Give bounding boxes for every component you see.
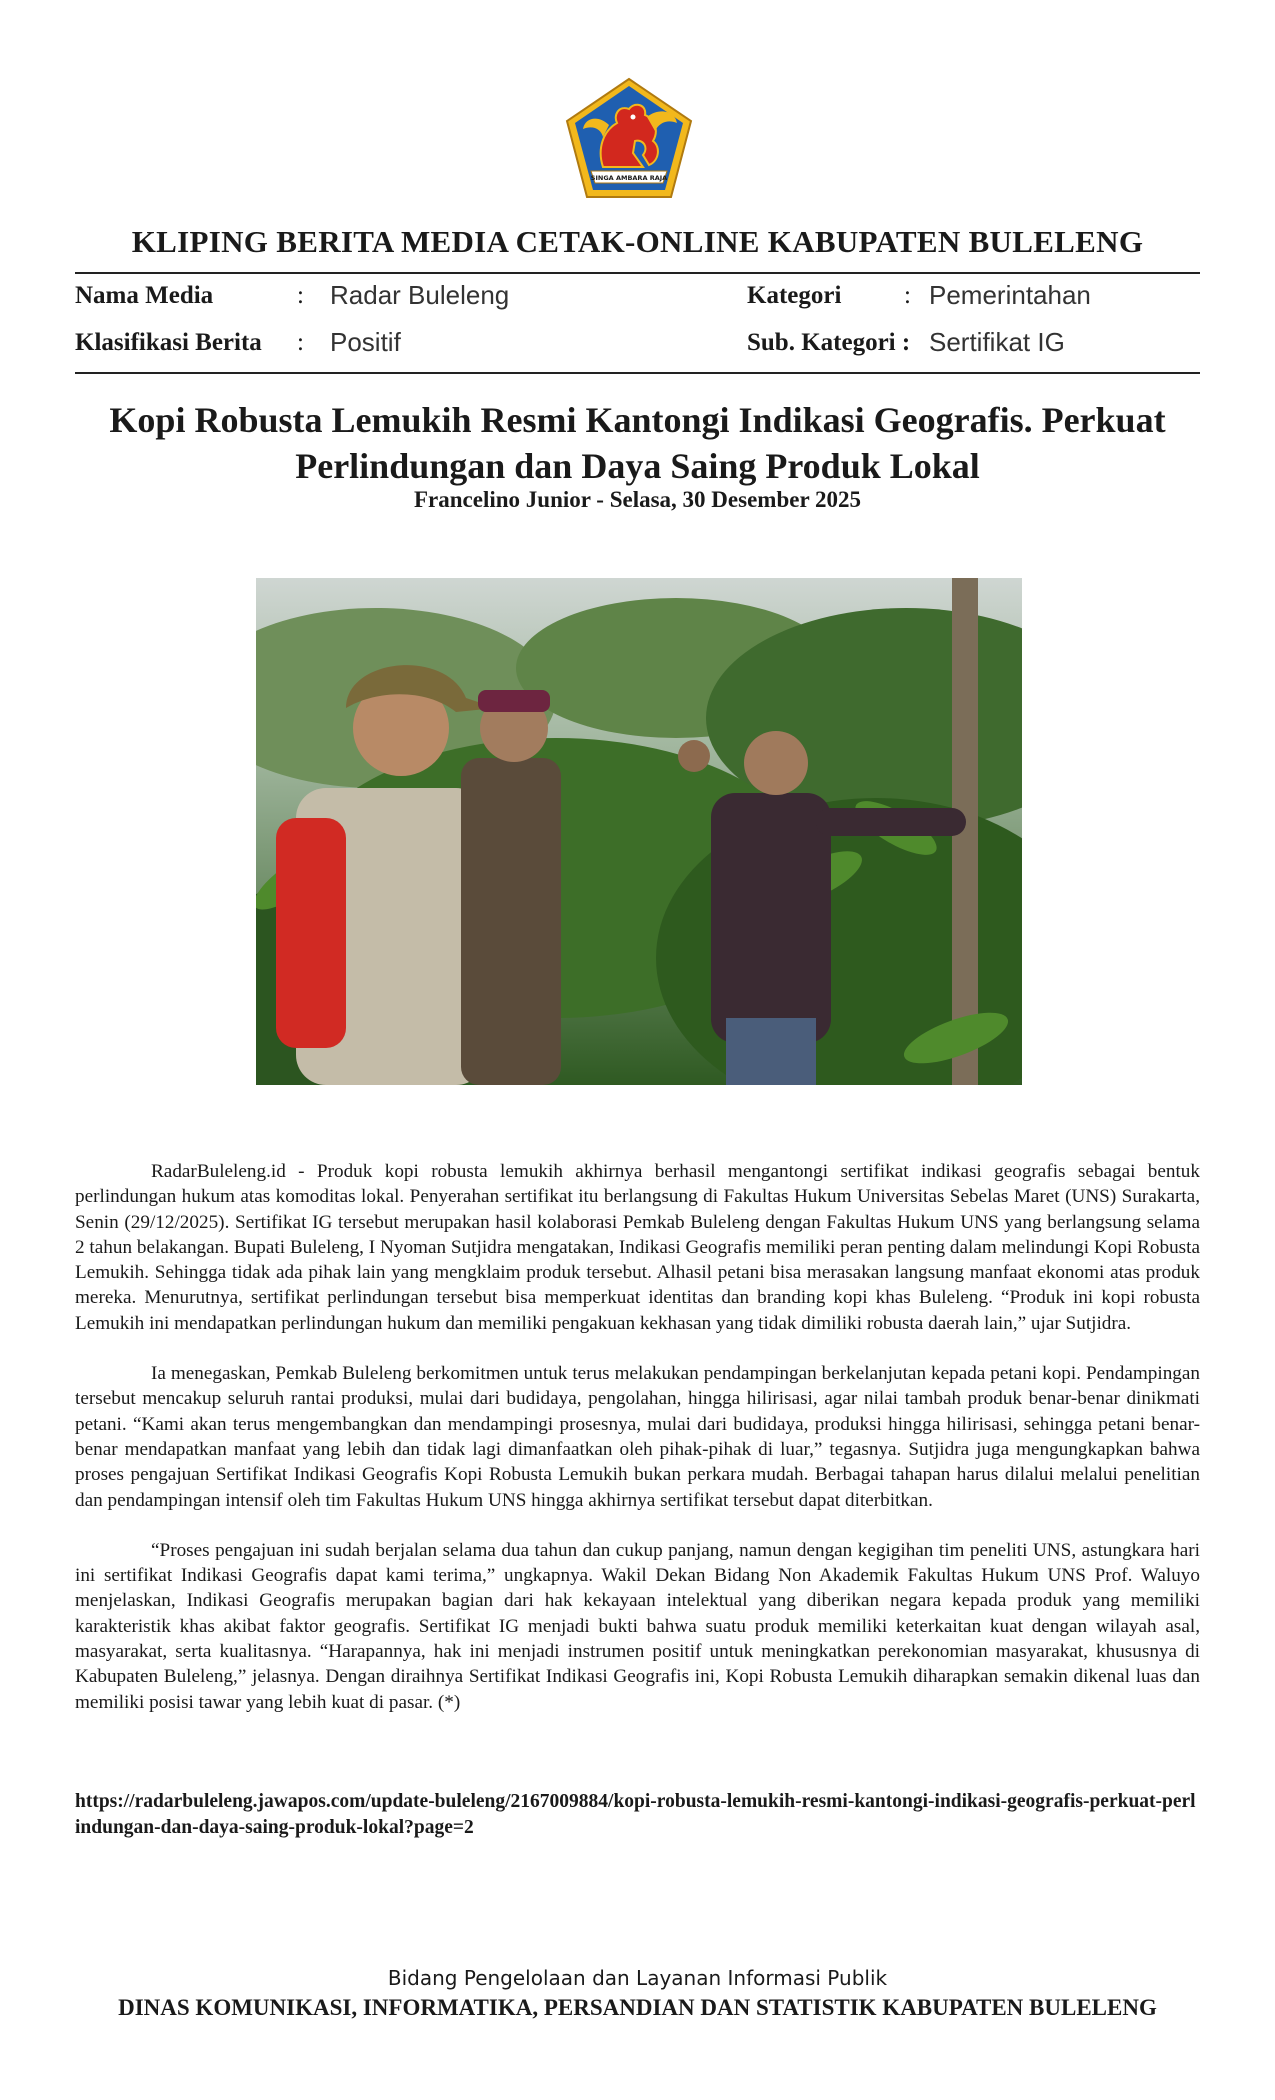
document-heading: KLIPING BERITA MEDIA CETAK-ONLINE KABUPATEN BULELENG [131,224,1144,259]
media-value: Radar Buleleng [330,280,510,310]
classification-colon: : [297,329,304,356]
article-paragraph-3: “Proses pengajuan ini sudah berjalan selama dua tahun dan cukup panjang, namun dengan kegigihan tim peneliti UNS, astungkara hari ini sertifikat Indikasi Geografis dapat kami terima,” ungkapnya. Wakil Dekan Bidang Non Akademik Fakultas Hukum UNS Prof. Waluyo menjelaskan, Indikasi Geografis merupakan bagian dari hak kekayaan intelektual yang diberikan negara kepada produk yang memiliki karakteristik khas akibat faktor geografis. Sertifikat IG menjadi bukti bahwa suatu produk memiliki keterkaitan kuat dengan wilayah asal, masyarakat, serta kualitasnya. “Harapannya, hak ini menjadi instrumen positif untuk meningkatkan perekonomian masyarakat, khususnya di Kabupaten Buleleng,” jelasnya. Dengan diraihnya Sertifikat Indikasi Geografis ini, Kopi Robusta Lemukih diharapkan semakin dikenal luas dan memiliki posisi tawar yang lebih kuat di pasar. (*) [75,1539,1200,1713]
article-photo [256,578,1022,1085]
article-paragraph-1: RadarBuleleng.id - Produk kopi robusta lemukih akhirnya berhasil mengantongi sertifikat indikasi geografis sebagai bentuk perlindungan hukum atas komoditas lokal. Penyerahan sertifikat itu berlangsung di Fakultas Hukum Universitas Sebelas Maret (UNS) Surakarta, Senin (29/12/2025). Sertifikat IG tersebut merupakan hasil kolaborasi Pemkab Buleleng dengan Fakultas Hukum UNS yang berlangsung selama 2 tahun belakangan. Bupati Buleleng, I Nyoman Sutjidra mengatakan, Indikasi Geografis memiliki peran penting dalam melindungi Kopi Robusta Lemukih. Sehingga tidak ada pihak lain yang mengklaim produk tersebut. Alhasil petani bisa merasakan langsung manfaat ekonomi atas produk mereka. Menurutnya, sertifikat perlindungan tersebut bisa memperkuat identitas dan branding kopi khas Buleleng. “Produk ini kopi robusta Lemukih ini mendapatkan perlindungan hukum dan memiliki pengakuan kekhasan yang tidak dimiliki robusta daerah lain,” ujar Sutjidra. [75,1161,1200,1334]
footer-agency: DINAS KOMUNIKASI, INFORMATIKA, PERSANDIAN DAN STATISTIK KABUPATEN BULELENG [118,1995,1157,2020]
buleleng-crest-icon [563,75,695,201]
meta-divider [75,372,1200,374]
meta-row-classification [75,325,1200,365]
coffee-plantation-photo-icon [256,578,1022,1085]
footer-department: Bidang Pengelolaan dan Layanan Informasi Publik [387,1966,888,1990]
media-label: Nama Media [75,282,214,309]
crest-motto: SINGA AMBARA RAJA [590,174,668,182]
media-colon: : [297,282,304,309]
classification-value: Positif [330,327,401,357]
source-link[interactable]: https://radarbuleleng.jawapos.com/update-buleleng/2167009884/kopi-robusta-lemukih-resmi-kantongi-indikasi-geografis-perkuat-perlindungan-dan-daya-saing-produk-lokal?page=2 [75,1791,1196,1838]
buleleng-crest-logo [563,75,695,201]
meta-row-media [75,278,1200,318]
article-paragraph-2: Ia menegaskan, Pemkab Buleleng berkomitmen untuk terus melakukan pendampingan berkelanjutan kepada petani kopi. Pendampingan tersebut mencakup seluruh rantai produksi, mulai dari budidaya, pengolahan, hingga hilirisasi, agar nilai tambah produk benar-benar dinikmati petani. “Kami akan terus mengembangkan dan mendampingi prosesnya, mulai dari budidaya, produksi hingga hilirisasi, sehingga petani benar-benar mendapatkan manfaat yang lebih dan tidak lagi dimanfaatkan oleh pihak-pihak di luar,” tegasnya. Sutjidra juga mengungkapkan bahwa proses pengajuan Sertifikat Indikasi Geografis Kopi Robusta Lemukih bukan perkara mudah. Berbagai tahapan harus dilalui melalui penelitian dan pendampingan intensif oleh tim Fakultas Hukum UNS hingga akhirnya sertifikat tersebut dapat diterbitkan. [75,1363,1200,1511]
category-colon: : [904,282,911,309]
top-divider [75,272,1200,274]
category-label: Kategori [747,282,842,309]
article-byline: Francelino Junior - Selasa, 30 Desember 2025 [414,487,861,512]
subcategory-value: Sertifikat IG [929,327,1065,357]
classification-label: Klasifikasi Berita [75,329,262,356]
subcategory-label: Sub. Kategori : [747,329,911,356]
article-body [75,1159,1200,1740]
category-value: Pemerintahan [929,280,1091,310]
article-title: Kopi Robusta Lemukih Resmi Kantongi Indikasi Geografis. Perkuat Perlindungan dan Daya Saing Produk Lokal [109,400,1166,486]
